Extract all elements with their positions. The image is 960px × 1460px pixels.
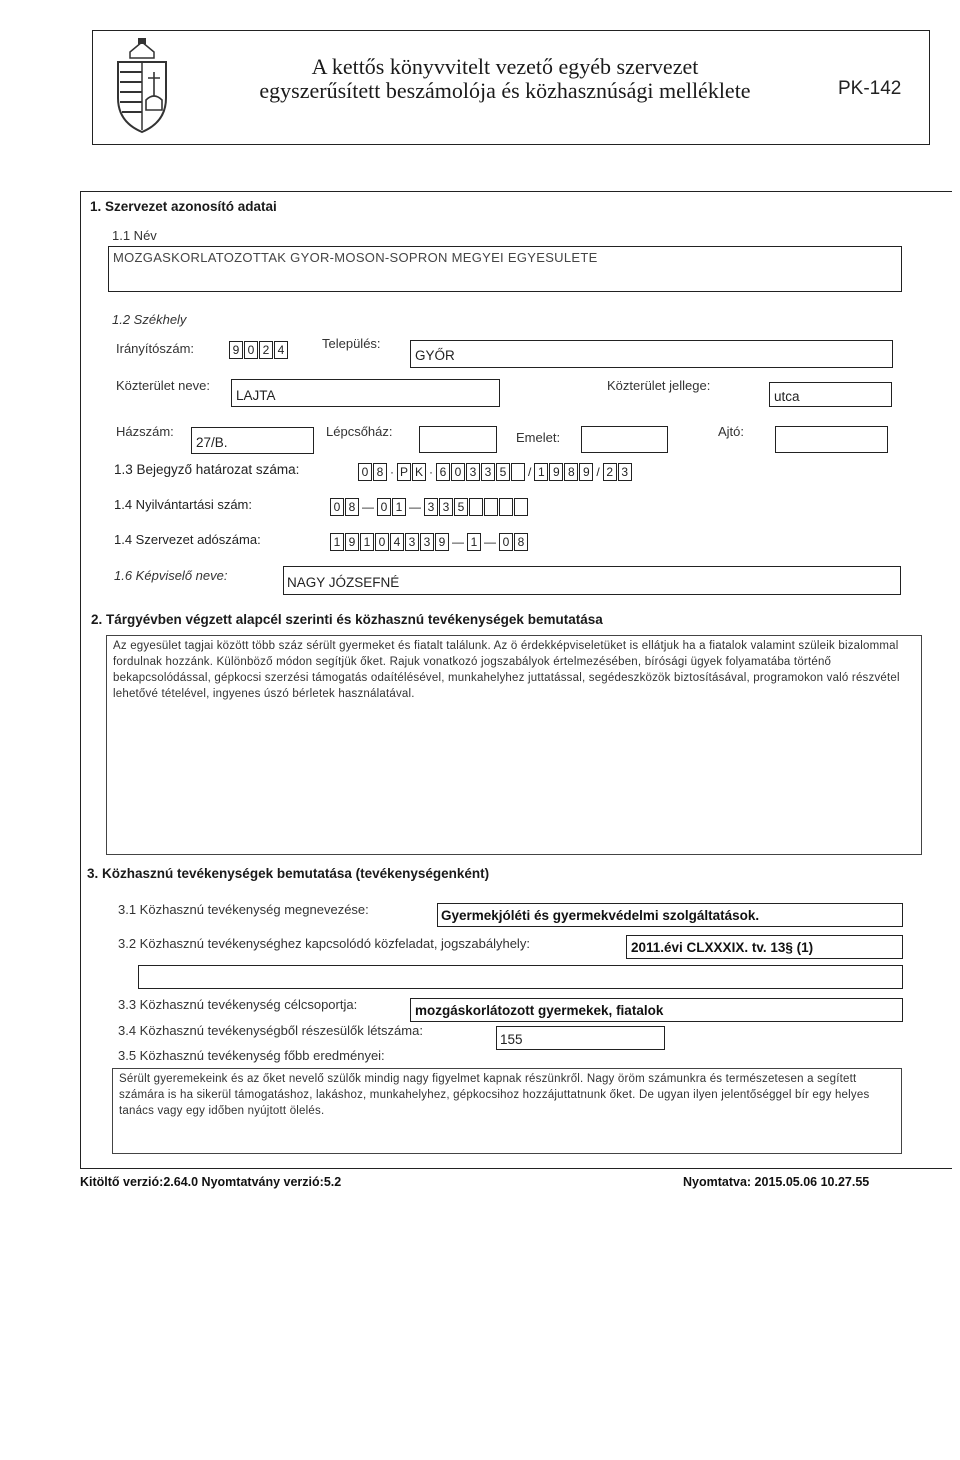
registry-year-digit: 1 [534, 463, 548, 481]
reg-digit: 0 [377, 498, 391, 516]
house-label: Házszám: [116, 424, 174, 439]
tax-digit: 3 [420, 533, 434, 551]
tax-digit: 8 [514, 533, 528, 551]
name-label: 1.1 Név [112, 228, 157, 243]
tax-digit: 4 [390, 533, 404, 551]
reg-label: 1.4 Nyilvántartási szám: [114, 497, 252, 512]
zip-digit: 0 [244, 341, 258, 359]
form-code: PK-142 [838, 78, 902, 99]
street-type-value: utca [774, 389, 800, 404]
tax-number-cells[interactable]: 1 9 1 0 4 3 3 9 — 1 — 0 8 [330, 533, 528, 551]
section1-heading: 1. Szervezet azonosító adatai [90, 199, 277, 214]
registry-number-cells[interactable]: 0 8 · P K · 6 0 3 3 5 / 1 9 8 9 / 2 3 [358, 463, 632, 481]
city-label: Település: [322, 336, 381, 351]
count-label: 3.4 Közhasznú tevékenységből részesülők létszáma: [118, 1023, 423, 1038]
tax-label: 1.4 Szervezet adószáma: [114, 532, 261, 547]
door-label: Ajtó: [718, 424, 745, 439]
tax-digit: 1 [467, 533, 481, 551]
seat-label: 1.2 Székhely [112, 312, 187, 327]
rep-label: 1.6 Képviselő neve: [114, 568, 228, 583]
street-type-label: Közterület jellege: [607, 378, 711, 393]
stair-label: Lépcsőház: [326, 424, 393, 439]
activity-label: 3.1 Közhasznú tevékenység megnevezése: [118, 902, 369, 917]
reg-digit [484, 498, 498, 516]
target-field[interactable] [410, 998, 903, 1022]
registry-suffix-digit: 2 [603, 463, 617, 481]
law-label: 3.2 Közhasznú tevékenységhez kapcsolódó közfeladat, jogszabályhely: [118, 936, 530, 951]
reg-number-cells[interactable]: 0 8 — 0 1 — 3 3 5 [330, 498, 528, 516]
rep-value: NAGY JÓZSEFNÉ [287, 575, 400, 590]
target-label: 3.3 Közhasznú tevékenység célcsoportja: [118, 997, 358, 1012]
reg-digit [469, 498, 483, 516]
zip-digit: 2 [259, 341, 273, 359]
zip-label: Irányítószám: [116, 341, 195, 356]
section2-text: Az egyesület tagjai között több száz sérült gyermeket és fiatalt találunk. Az ö érdekképviseletüket is ellátjuk ha a fiatalok valamint szüleik bizalommal fordulnak hozzánk. Különböző módon segítjük őket. Rajuk vonatkozó jogszabályok értelmezésében, bírósági ügyek folyamatába történő bekapcsolódással, gépkocsi szerzési támogatás odaítélésével, munkahelyhez juttatással, segédeszközök biztosításával, programokon való részvétel lehetővé tételével, ingyenes úszó bérletek használatával. [113, 640, 900, 700]
section2-heading: 2. Tárgyévben végzett alapcél szerinti és közhasznú tevékenységek bemutatása [91, 612, 603, 627]
city-value: GYŐR [415, 348, 455, 363]
org-name-value: MOZGASKORLATOZOTTAK GYOR-MOSON-SOPRON MEGYEI EGYESULETE [113, 250, 598, 265]
reg-digit: 1 [392, 498, 406, 516]
registry-number-digit: 3 [481, 463, 495, 481]
law-field[interactable] [626, 935, 903, 959]
registry-label: 1.3 Bejegyző határozat száma: [114, 462, 300, 477]
section2-textarea[interactable] [106, 635, 922, 855]
registry-number-digit: 0 [451, 463, 465, 481]
reg-digit: 3 [424, 498, 438, 516]
street-label: Közterület neve: [116, 378, 210, 393]
tax-digit: 0 [499, 533, 513, 551]
reg-digit: 0 [330, 498, 344, 516]
stair-field[interactable] [419, 426, 497, 453]
registry-court-digit: 8 [373, 463, 387, 481]
registry-number-digit: 6 [436, 463, 450, 481]
footer-version: Kitöltő verzió:2.64.0 Nyomtatvány verzió:5.2 [80, 1175, 342, 1189]
tax-digit: 1 [360, 533, 374, 551]
registry-court-digit: 0 [358, 463, 372, 481]
section3-heading: 3. Közhasznú tevékenységek bemutatása (tevékenységenként) [87, 866, 490, 881]
title-line-2: egyszerűsített beszámolója és közhasznúsági melléklete [259, 78, 751, 103]
reg-digit [514, 498, 528, 516]
registry-type-char: K [412, 463, 426, 481]
reg-digit: 8 [345, 498, 359, 516]
floor-field[interactable] [581, 426, 668, 453]
tax-digit: 1 [330, 533, 344, 551]
reg-digit: 3 [439, 498, 453, 516]
title-line-1: A kettős könyvvitelt vezető egyéb szervezet [311, 54, 699, 79]
reg-digit [499, 498, 513, 516]
activity-value: Gyermekjóléti és gyermekvédelmi szolgáltatások. [441, 908, 760, 923]
count-value: 155 [500, 1032, 523, 1047]
door-field[interactable] [775, 426, 888, 453]
house-value: 27/B. [196, 435, 228, 450]
activity-field[interactable] [437, 903, 903, 927]
law-continuation-field[interactable] [138, 965, 903, 989]
tax-digit: 9 [345, 533, 359, 551]
count-field[interactable] [496, 1026, 665, 1050]
footer-print-date: Nyomtatva: 2015.05.06 10.27.55 [683, 1175, 870, 1189]
results-text: Sérült gyeremekeink és az őket nevelő szülők mindig nagy figyelmet kapnak részünkről. Nagy öröm számunkra és természetesen a segített számára is ha sikerül támogatáshoz, lakáshoz, munkahelyhez, gépkocsihoz hozzájuttatnunk őket. De ugyan ilyen jelentőséggel bír egy helyes tanács vagy egy időben nyújtott ölelés. [119, 1073, 870, 1117]
tax-digit: 3 [405, 533, 419, 551]
law-value: 2011.évi CLXXXIX. tv. 13§ (1) [631, 940, 814, 955]
street-type-field[interactable] [769, 382, 892, 407]
registry-year-digit: 9 [579, 463, 593, 481]
coat-of-arms-icon [112, 38, 172, 136]
registry-type-char: P [397, 463, 411, 481]
tax-digit: 0 [375, 533, 389, 551]
zip-digit: 4 [274, 341, 288, 359]
city-field[interactable] [410, 340, 893, 368]
registry-number-digit: 3 [466, 463, 480, 481]
results-label: 3.5 Közhasznú tevékenység főbb eredményei: [118, 1048, 385, 1063]
tax-digit: 9 [435, 533, 449, 551]
zip-digit: 9 [229, 341, 243, 359]
street-value: LAJTA [236, 388, 276, 403]
rep-field[interactable] [283, 566, 901, 595]
street-field[interactable] [231, 379, 500, 407]
target-value: mozgáskorlátozott gyermekek, fiatalok [415, 1003, 664, 1018]
results-textarea[interactable] [112, 1068, 902, 1154]
house-field[interactable] [191, 427, 314, 454]
reg-digit: 5 [454, 498, 468, 516]
page-title [200, 55, 810, 103]
registry-number-digit: 5 [496, 463, 510, 481]
registry-suffix-digit: 3 [618, 463, 632, 481]
registry-year-digit: 9 [549, 463, 563, 481]
org-name-field[interactable] [108, 246, 902, 292]
registry-year-digit: 8 [564, 463, 578, 481]
registry-number-digit [511, 463, 525, 481]
zip-cells[interactable] [229, 341, 288, 359]
floor-label: Emelet: [516, 430, 561, 445]
